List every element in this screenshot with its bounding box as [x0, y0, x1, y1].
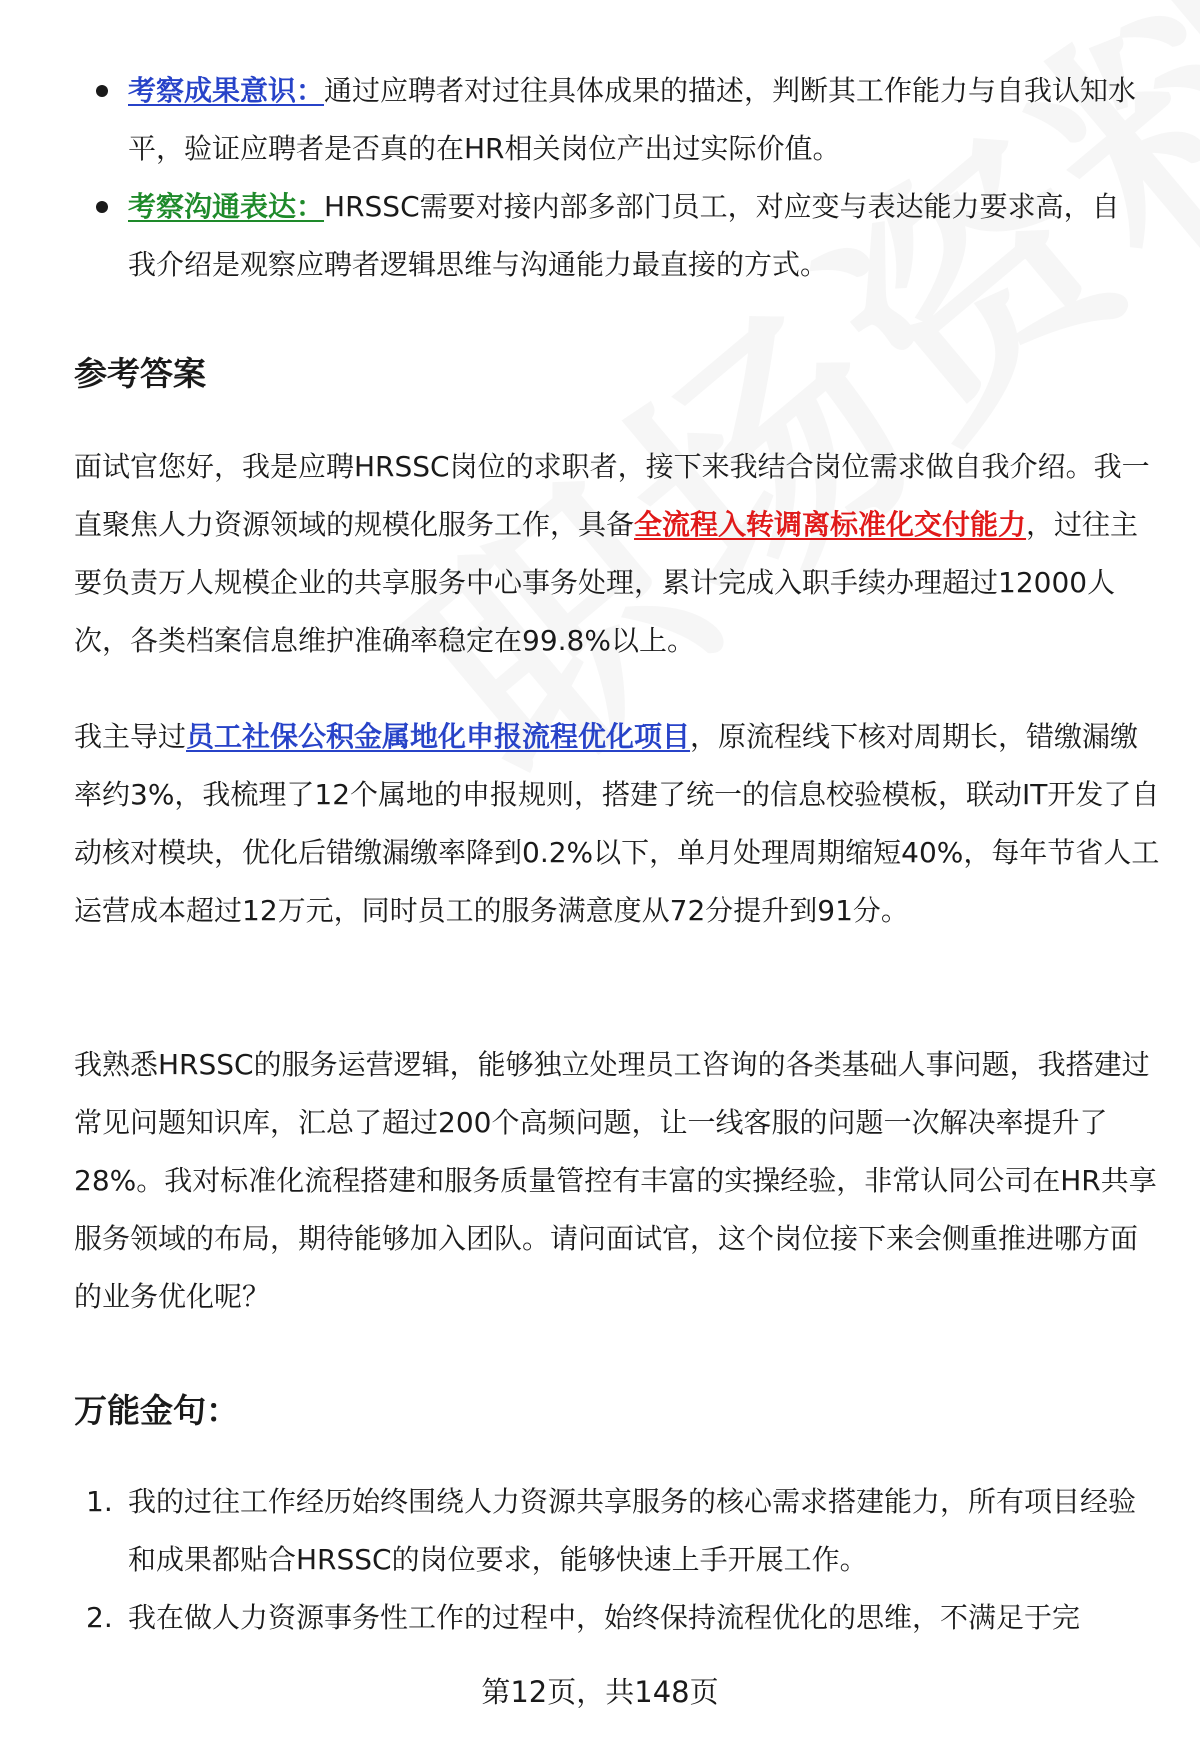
bullet-text: 通过应聘者对过往具体成果的描述，判断其工作能力与自我认知水平，验证应聘者是否真的在HR相关岗位产出过实际价值。	[128, 74, 1137, 165]
bullet-keyword: 考察沟通表达：	[128, 190, 325, 223]
golden-sentence-list	[0, 1473, 1200, 1647]
paragraph-text: 面试官您好，我是应聘HRSSC岗位的求职者，接下来我结合岗位需求做自我介绍。我一直聚焦人力资源领域的规模化服务工作，具备	[74, 450, 1150, 541]
paragraph-text: ，原流程线下核对周期长，错缴漏缴率约3%，我梳理了12个属地的申报规则，搭建了统一的信息校验模板，联动IT开发了自动核对模块，优化后错缴漏缴率降到0.2%以下，单月处理周期缩短40%，每年节省人工运营成本超过12万元，同时员工的服务满意度从72分提升到91分。	[74, 720, 1160, 927]
highlight-text: 全流程入转调离标准化交付能力	[634, 508, 1027, 541]
paragraph-text: 我主导过	[74, 720, 187, 753]
list-item-text: 我的过往工作经历始终围绕人力资源共享服务的核心需求搭建能力，所有项目经验和成果都贴合HRSSC的岗位要求，能够快速上手开展工作。	[128, 1485, 1137, 1576]
bullet-keyword: 考察成果意识：	[128, 74, 325, 107]
list-number: 1.	[86, 1485, 113, 1518]
answer-paragraph: 我熟悉HRSSC的服务运营逻辑，能够独立处理员工咨询的各类基础人事问题，我搭建过常见问题知识库，汇总了超过200个高频问题，让一线客服的问题一次解决率提升了28%。我对标准化流程搭建和服务质量管控有丰富的实操经验，非常认同公司在HR共享服务领域的布局，期待能够加入团队。请问面试官，这个岗位接下来会侧重推进哪方面的业务优化呢？	[74, 1048, 1157, 1313]
page-footer: 第12页，共148页	[481, 1675, 719, 1709]
list-item	[0, 1589, 1200, 1647]
list-item	[0, 62, 1200, 178]
criteria-list	[0, 62, 1200, 294]
bullet-icon	[96, 201, 108, 213]
list-item	[0, 178, 1200, 294]
section-heading-answer: 参考答案	[74, 354, 206, 393]
bullet-icon	[96, 85, 108, 97]
highlight-text: 员工社保公积金属地化申报流程优化项目	[186, 720, 691, 753]
section-heading-golden: 万能金句：	[74, 1391, 239, 1430]
answer-paragraph	[74, 708, 1164, 940]
bullet-text: HRSSC需要对接内部多部门员工，对应变与表达能力要求高，自我介绍是观察应聘者逻辑思维与沟通能力最直接的方式。	[128, 190, 1120, 281]
list-item	[0, 1473, 1200, 1589]
paragraph-text: ，过往主要负责万人规模企业的共享服务中心事务处理，累计完成入职手续办理超过12000人次，各类档案信息维护准确率稳定在99.8%以上。	[74, 508, 1139, 657]
list-item-text: 我在做人力资源事务性工作的过程中，始终保持流程优化的思维，不满足于完	[128, 1601, 1081, 1634]
answer-paragraph	[74, 438, 1164, 670]
list-number: 2.	[86, 1601, 113, 1634]
